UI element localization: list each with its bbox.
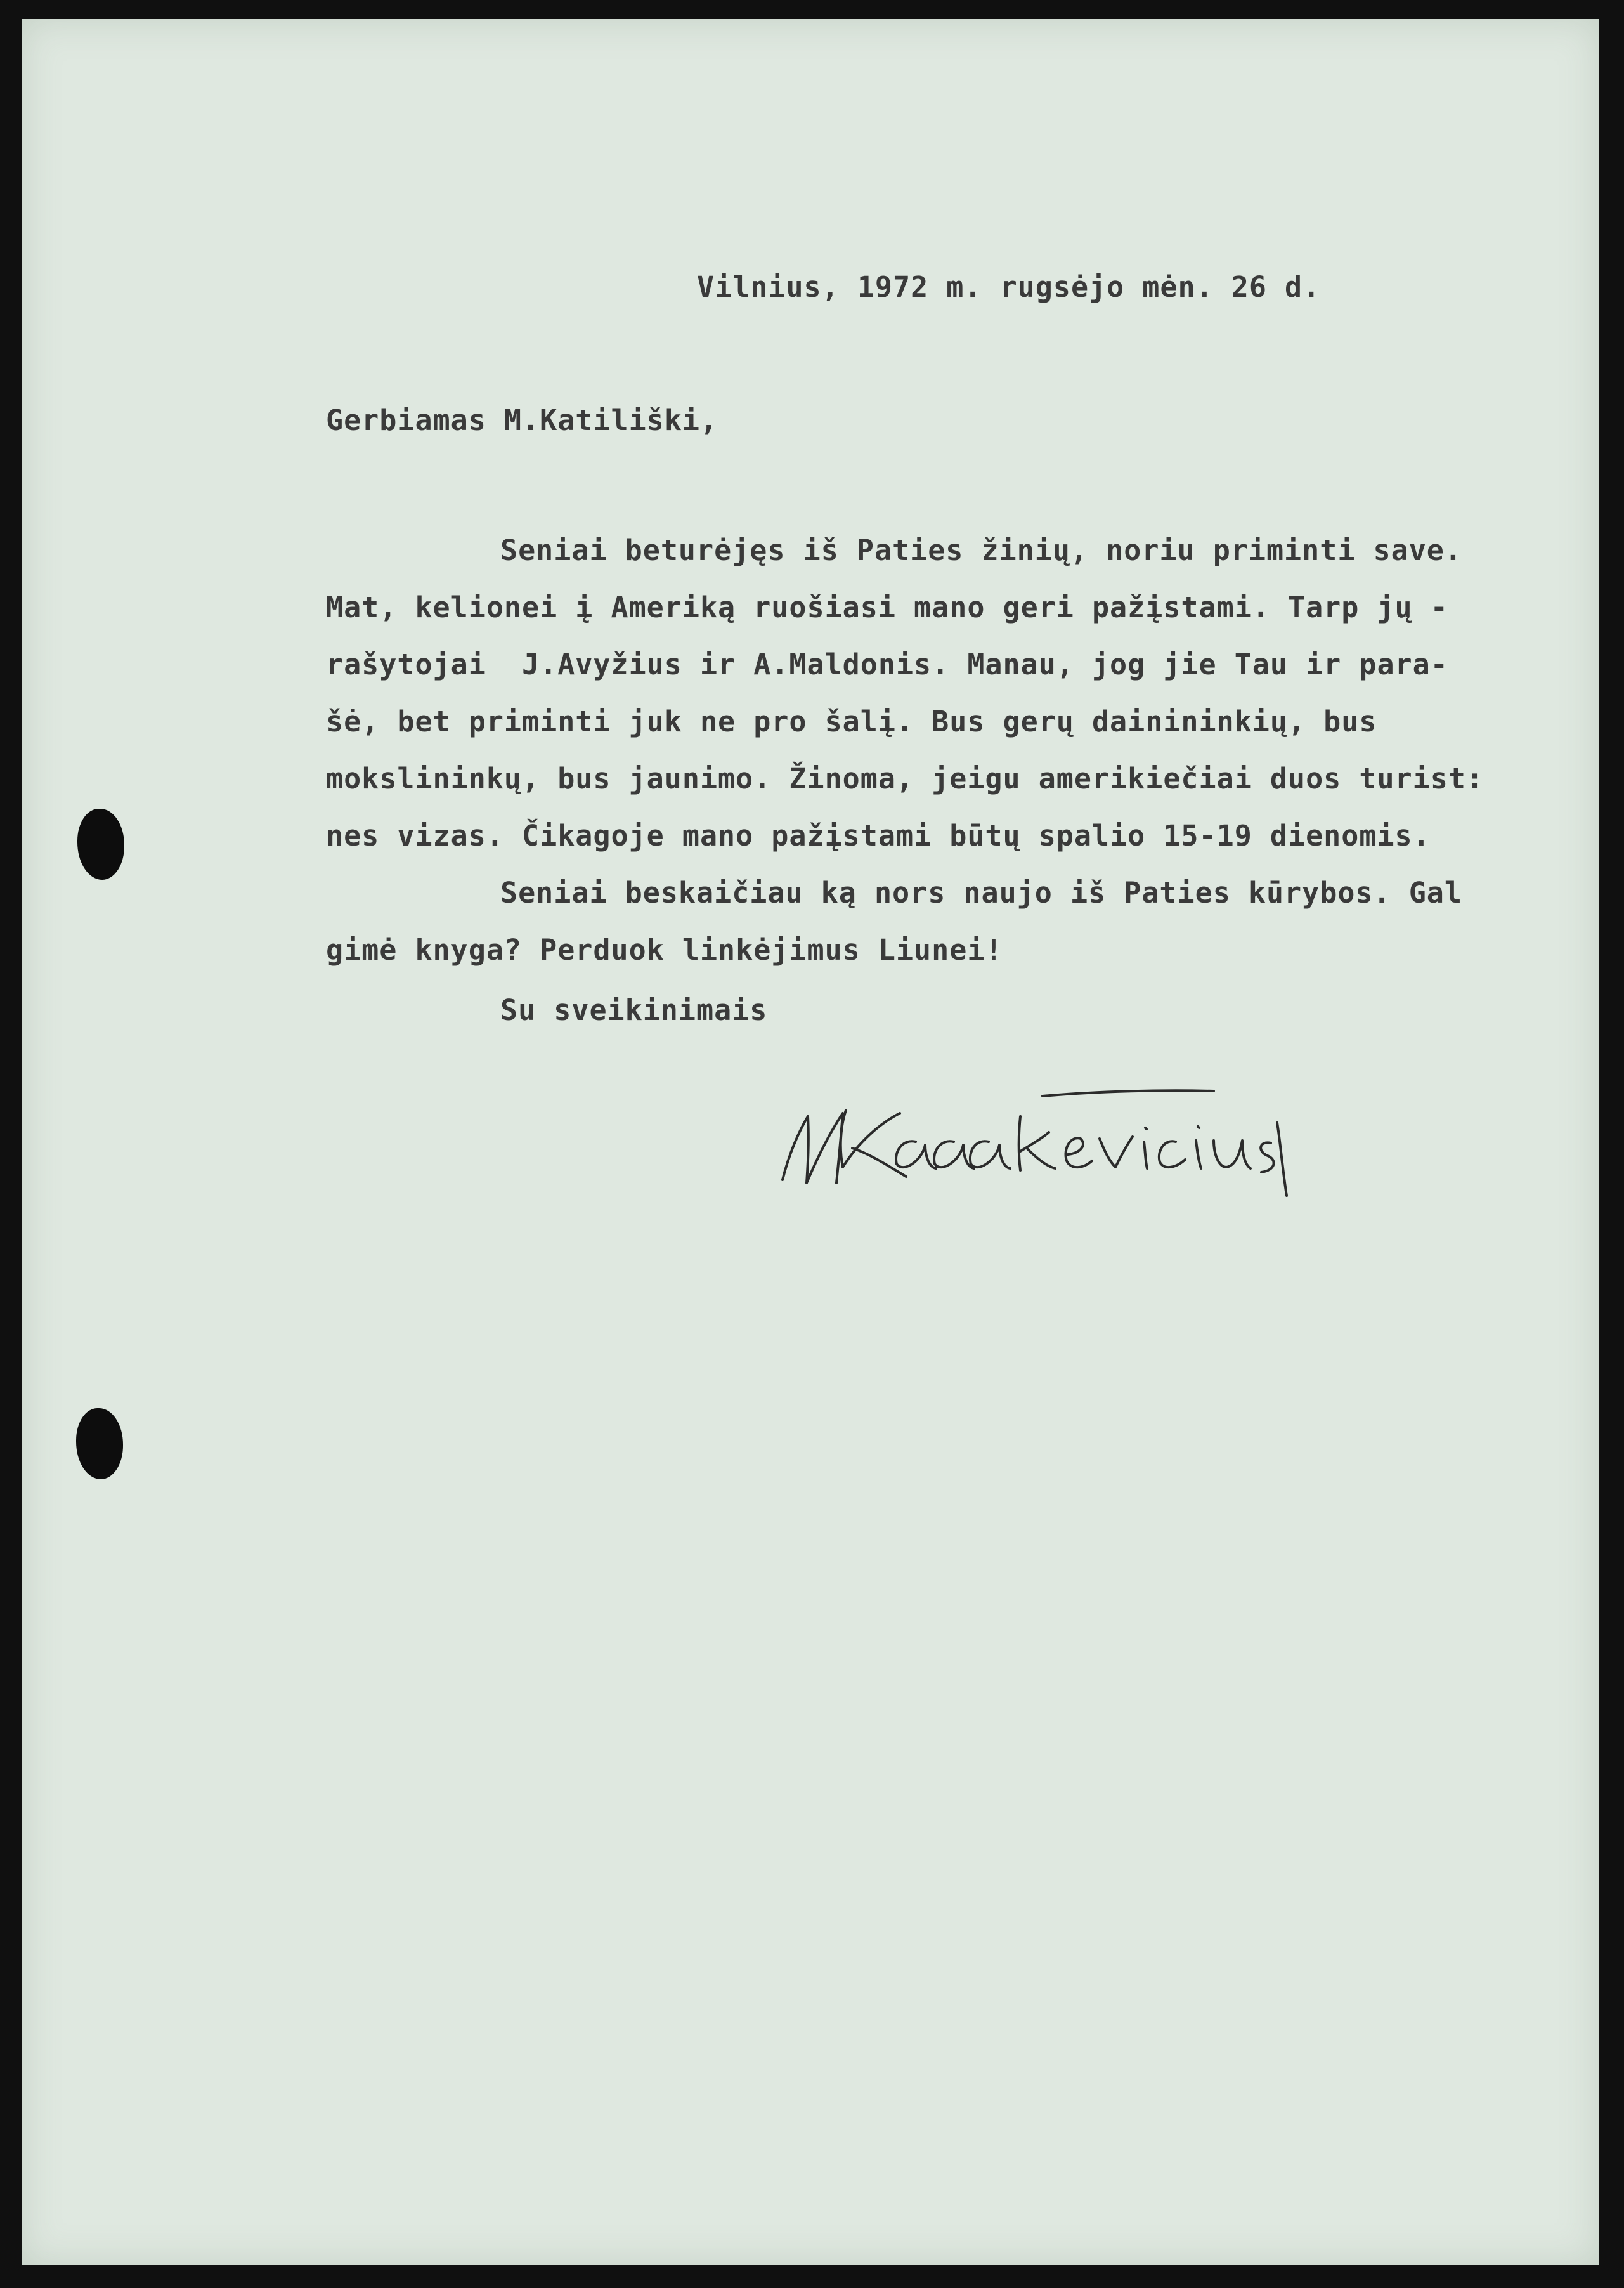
closing: Su sveikinimais — [500, 993, 768, 1027]
handwritten-signature — [770, 1072, 1372, 1218]
salutation: Gerbiamas M.Katiliški, — [326, 403, 718, 437]
letter-page — [22, 19, 1599, 2265]
body-line: rašytojai J.Avyžius ir A.Maldonis. Manau, jog jie Tau ir para- — [326, 648, 1448, 681]
body-line: mokslininkų, bus jaunimo. Žinoma, jeigu amerikiečiai duos turist: — [326, 762, 1484, 795]
place-date-line: Vilnius, 1972 m. rugsėjo mėn. 26 d. — [697, 270, 1321, 304]
body-line: Mat, kelionei į Ameriką ruošiasi mano geri pažįstami. Tarp jų - — [326, 591, 1448, 624]
punch-hole-bottom — [76, 1408, 123, 1479]
body-line: Seniai beturėjęs iš Paties žinių, noriu priminti save. — [500, 533, 1462, 567]
body-line: Seniai beskaičiau ką nors naujo iš Paties kūrybos. Gal — [500, 876, 1462, 910]
punch-hole-top — [77, 809, 124, 880]
body-line: nes vizas. Čikagoje mano pažįstami būtų spalio 15-19 dienomis. — [326, 819, 1431, 853]
body-line: šė, bet priminti juk ne pro šalį. Bus gerų dainininkių, bus — [326, 705, 1377, 738]
body-line: gimė knyga? Perduok linkėjimus Liunei! — [326, 933, 1003, 967]
